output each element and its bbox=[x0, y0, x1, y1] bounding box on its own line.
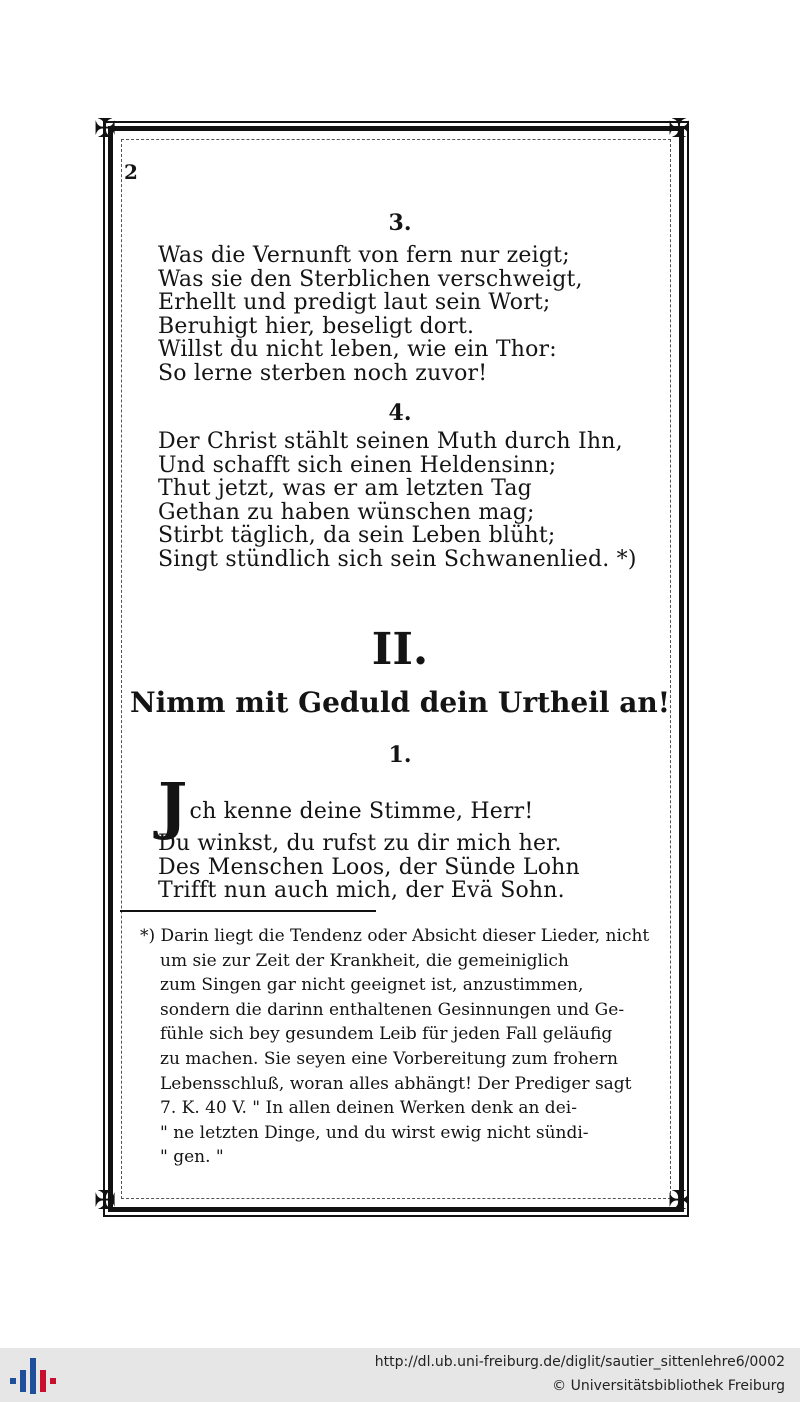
hymn-title: Nimm mit Geduld dein Urtheil an! bbox=[129, 686, 671, 719]
corner-ornament-icon: ✠ bbox=[668, 1186, 690, 1216]
stanza-1 bbox=[158, 769, 658, 903]
verse-line: Du winkst, du rufst zu dir mich her. bbox=[158, 831, 562, 856]
university-library-logo-icon bbox=[10, 1356, 50, 1396]
verse-line: Gethan zu haben wünschen mag; bbox=[158, 499, 535, 525]
verse-line: Beruhigt hier, beseligt dort. bbox=[158, 313, 475, 339]
verse-line: Des Menschen Loos, der Sünde Lohn bbox=[158, 854, 580, 880]
document-url-link[interactable]: http://dl.ub.uni-freiburg.de/diglit/sautier_sittenlehre6/0002 bbox=[374, 1354, 785, 1370]
footnote-line: " gen. " bbox=[160, 1147, 224, 1168]
footnote bbox=[140, 924, 660, 1170]
stanza-4 bbox=[158, 430, 658, 571]
footnote-line: sondern die darinn enthaltenen Gesinnungen und Ge- bbox=[160, 999, 625, 1020]
footnote-line: Lebensschluß, woran alles abhängt! Der Prediger sagt bbox=[160, 1073, 632, 1094]
footnote-line: " ne letzten Dinge, und du wirst ewig nicht sündi- bbox=[160, 1122, 589, 1143]
corner-ornament-icon: ✠ bbox=[668, 114, 690, 144]
stanza-number-4: 4. bbox=[388, 400, 412, 426]
copyright-notice: © Universitätsbibliothek Freiburg bbox=[552, 1378, 785, 1394]
verse-line: Erhellt und predigt laut sein Wort; bbox=[158, 290, 551, 315]
verse-line: Und schafft sich einen Heldensinn; bbox=[158, 452, 557, 478]
footnote-line: 7. K. 40 V. " In allen deinen Werken denk an dei- bbox=[160, 1098, 577, 1119]
verse-line: Stirbt täglich, da sein Leben blüht; bbox=[158, 523, 556, 548]
verse-line: Willst du nicht leben, wie ein Thor: bbox=[158, 337, 557, 362]
stanza-3 bbox=[158, 244, 658, 385]
footnote-line: um sie zur Zeit der Krankheit, die gemeiniglich bbox=[160, 950, 569, 971]
corner-ornament-icon: ✠ bbox=[94, 114, 116, 144]
verse-line: Der Christ stählt seinen Muth durch Ihn, bbox=[158, 429, 623, 454]
verse-line: So lerne sterben noch zuvor! bbox=[158, 360, 488, 386]
stanza-number-1: 1. bbox=[388, 742, 412, 768]
corner-ornament-icon: ✠ bbox=[94, 1186, 116, 1216]
footnote-line: zu machen. Sie seyen eine Vorbereitung zum frohern bbox=[160, 1048, 618, 1069]
drop-cap: J bbox=[158, 769, 188, 842]
verse-line: Singt stündlich sich sein Schwanenlied. *) bbox=[158, 546, 637, 572]
footnote-line: *) Darin liegt die Tendenz oder Absicht dieser Lieder, nicht bbox=[140, 926, 650, 946]
footnote-rule bbox=[120, 910, 376, 912]
footnote-line: zum Singen gar nicht geeignet ist, anzustimmen, bbox=[160, 975, 584, 996]
footnote-line: fühle sich bey gesundem Leib für jeden Fall geläufig bbox=[160, 1024, 613, 1045]
verse-line: Trifft nun auch mich, der Evä Sohn. bbox=[158, 878, 565, 903]
verse-line: Was die Vernunft von fern nur zeigt; bbox=[158, 243, 570, 268]
stanza-number-3: 3. bbox=[388, 210, 412, 236]
verse-line: Was sie den Sterblichen verschweigt, bbox=[158, 266, 583, 292]
section-numeral: II. bbox=[371, 624, 429, 675]
viewer-footer bbox=[0, 1348, 800, 1402]
page-number: 2 bbox=[124, 160, 138, 184]
verse-line: ch kenne deine Stimme, Herr! bbox=[189, 799, 534, 824]
verse-line: Thut jetzt, was er am letzten Tag bbox=[158, 476, 532, 501]
